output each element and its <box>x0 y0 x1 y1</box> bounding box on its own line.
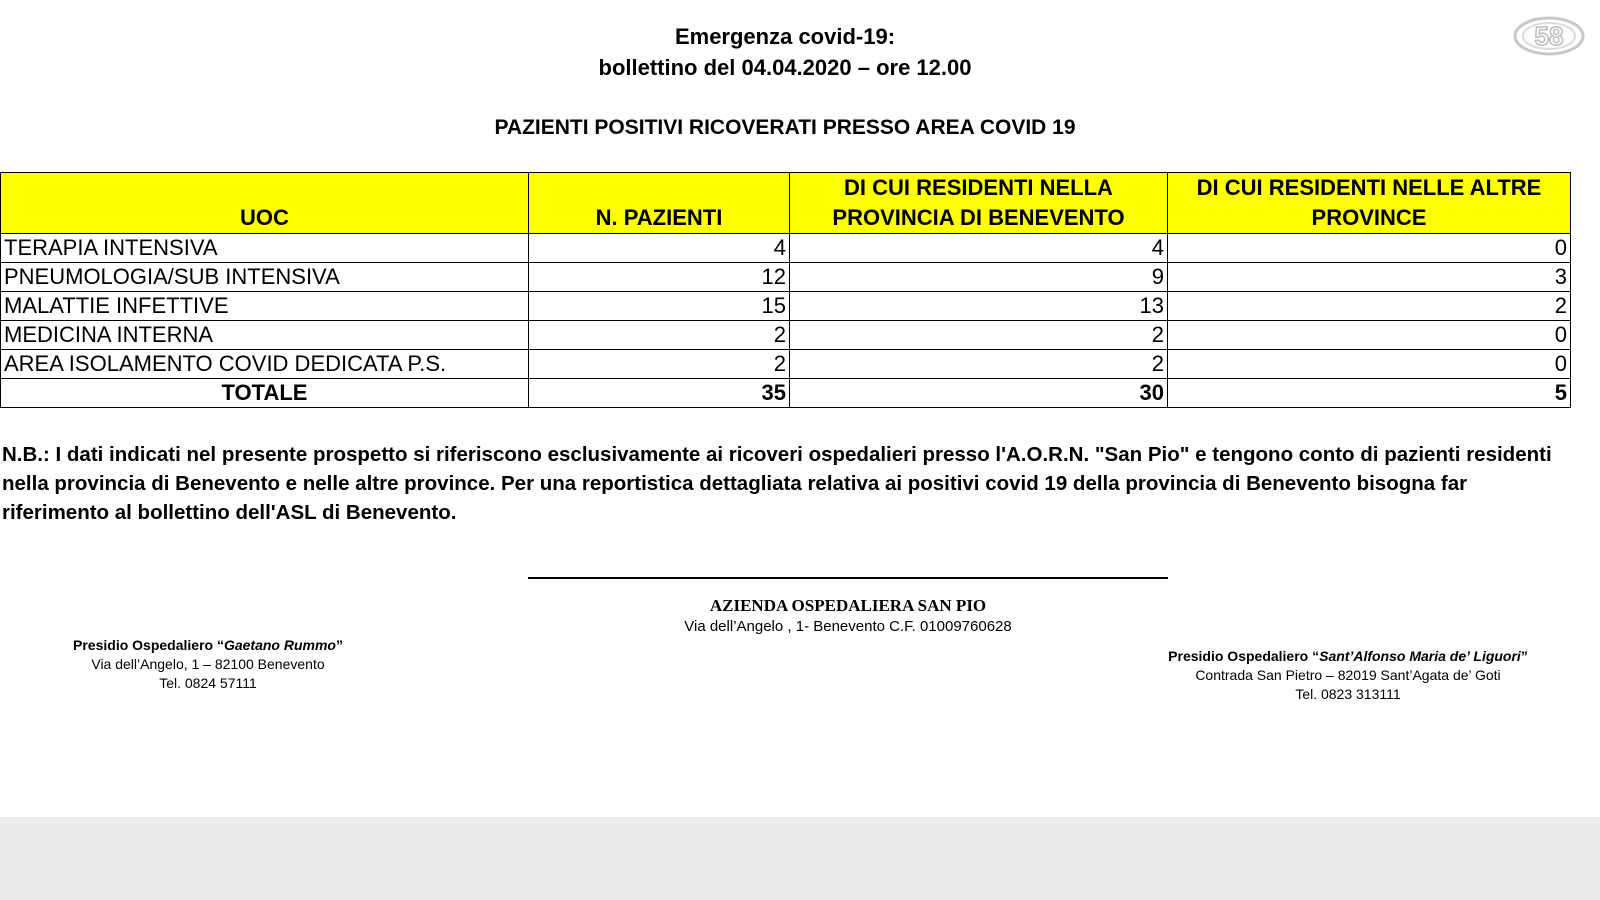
col-header-altre: DI CUI RESIDENTI NELLE ALTRE PROVINCE <box>1168 173 1571 234</box>
cell-total-label: TOTALE <box>1 379 529 408</box>
col-header-benevento: DI CUI RESIDENTI NELLA PROVINCIA DI BENEVENTO <box>790 173 1168 234</box>
cell-uoc: TERAPIA INTENSIVA <box>1 234 529 263</box>
bulletin-date: bollettino del 04.04.2020 – ore 12.00 <box>598 55 972 80</box>
presidio-liguori-title: Sant’Alfonso Maria de’ Liguori <box>1319 648 1521 664</box>
cell-altre: 2 <box>1168 292 1571 321</box>
presidio-rummo-title: Gaetano Rummo <box>223 637 336 653</box>
cell-uoc: PNEUMOLOGIA/SUB INTENSIVA <box>1 263 529 292</box>
presidio-liguori-tel: Tel. 0823 313111 <box>1295 686 1401 702</box>
table-row <box>1 350 1571 379</box>
cell-benevento: 2 <box>790 321 1168 350</box>
cell-total-pazienti: 35 <box>529 379 790 408</box>
presidio-rummo <box>30 636 386 693</box>
table-row <box>1 321 1571 350</box>
hospital-address: Via dell’Angelo , 1- Benevento C.F. 01009760628 <box>684 618 1012 635</box>
table-header-row <box>1 173 1571 234</box>
table-row <box>1 234 1571 263</box>
cell-altre: 0 <box>1168 350 1571 379</box>
cell-pazienti: 2 <box>529 321 790 350</box>
footnote: N.B.: I dati indicati nel presente prospetto si riferiscono esclusivamente ai ricoveri ospedalieri presso l'A.O.R.N. "San Pio" e tengono conto di pazienti residenti nella provincia di Benevento e nelle altre province. Per una reportistica dettagliata relativa ai positivi covid 19 della provincia di Benevento bisogna far riferimento al bollettino dell'ASL di Benevento. <box>2 443 1552 524</box>
presidio-suffix: ” <box>335 637 343 653</box>
hospital-letterhead-center <box>528 596 1168 637</box>
cell-uoc: MEDICINA INTERNA <box>1 321 529 350</box>
cell-uoc: MALATTIE INFETTIVE <box>1 292 529 321</box>
table-row <box>1 263 1571 292</box>
bulletin-title: Emergenza covid-19: <box>674 24 896 49</box>
cell-benevento: 9 <box>790 263 1168 292</box>
col-header-pazienti: N. PAZIENTI <box>529 173 790 234</box>
cell-uoc: AREA ISOLAMENTO COVID DEDICATA P.S. <box>1 350 529 379</box>
cell-altre: 0 <box>1168 234 1571 263</box>
presidio-prefix: Presidio Ospedaliero “ <box>73 637 224 653</box>
presidio-rummo-tel: Tel. 0824 57111 <box>159 675 257 691</box>
presidio-suffix: ” <box>1520 648 1528 664</box>
cell-pazienti: 15 <box>529 292 790 321</box>
presidio-liguori <box>1148 647 1548 704</box>
hospital-name: AZIENDA OSPEDALIERA SAN PIO <box>709 596 987 615</box>
table-row <box>1 292 1571 321</box>
cell-benevento: 2 <box>790 350 1168 379</box>
cell-altre: 3 <box>1168 263 1571 292</box>
presidio-liguori-address: Contrada San Pietro – 82019 Sant’Agata de’ Goti <box>1195 667 1501 683</box>
bottom-gray-band <box>0 817 1600 900</box>
cell-benevento: 4 <box>790 234 1168 263</box>
cell-total-altre: 5 <box>1168 379 1571 408</box>
cell-pazienti: 4 <box>529 234 790 263</box>
cell-total-benevento: 30 <box>790 379 1168 408</box>
logo-text: 58 <box>1534 21 1564 51</box>
cell-pazienti: 2 <box>529 350 790 379</box>
footer-divider <box>528 577 1168 579</box>
col-header-uoc: UOC <box>1 173 529 234</box>
cell-benevento: 13 <box>790 292 1168 321</box>
table-total-row <box>1 379 1571 408</box>
cell-pazienti: 12 <box>529 263 790 292</box>
cell-altre: 0 <box>1168 321 1571 350</box>
presidio-prefix: Presidio Ospedaliero “ <box>1168 648 1320 664</box>
presidio-rummo-name <box>30 636 386 655</box>
presidio-liguori-name <box>1148 647 1548 666</box>
tv-channel-58-logo-icon <box>1512 14 1586 58</box>
bulletin-subtitle: PAZIENTI POSITIVI RICOVERATI PRESSO AREA COVID 19 <box>494 116 1076 139</box>
patients-table <box>0 172 1571 408</box>
presidio-rummo-address: Via dell’Angelo, 1 – 82100 Benevento <box>91 656 325 672</box>
